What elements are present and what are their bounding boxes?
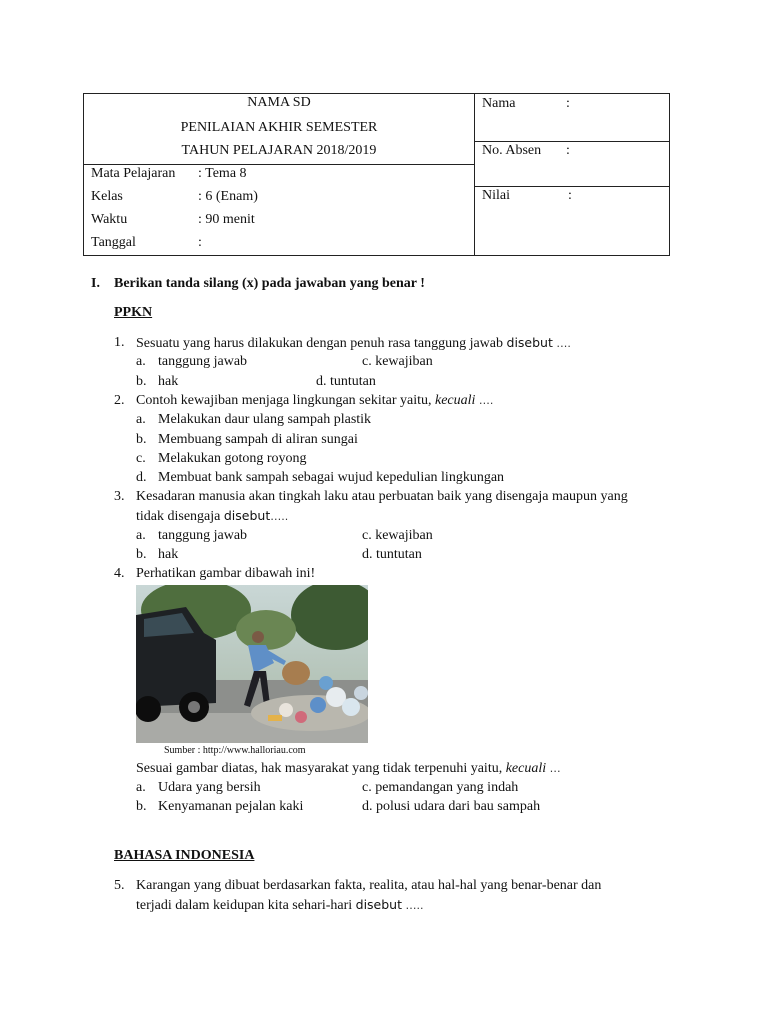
header-table <box>83 93 670 256</box>
exam-title: PENILAIAN AKHIR SEMESTER <box>180 120 378 135</box>
question-dots: …. <box>556 337 571 350</box>
question-text <box>136 335 571 352</box>
option-letter: a. <box>136 780 146 795</box>
question-text-main: terjadi dalam keidupan kita sehari-hari <box>136 898 353 913</box>
subject-title-ppkn: PPKN <box>114 305 153 320</box>
option-text: c. kewajiban <box>362 528 433 543</box>
info-value: : 90 menit <box>198 212 255 227</box>
question-text: Kesadaran manusia akan tingkah laku atau perbuatan baik yang disengaja maupun yang <box>136 489 628 504</box>
question-text-tail: disebut <box>223 508 271 523</box>
question-number: 2. <box>114 393 125 408</box>
option-letter: c. <box>136 451 146 466</box>
option-text: Kenyamanan pejalan kaki <box>158 799 304 814</box>
photo-illustration <box>136 585 368 743</box>
absen-colon: : <box>566 143 570 158</box>
question-number: 3. <box>114 489 125 504</box>
info-label: Kelas <box>91 189 123 204</box>
garbage-street-photo <box>136 585 368 743</box>
info-value: : Tema 8 <box>198 166 247 181</box>
option-text: Udara yang bersih <box>158 780 261 795</box>
question-text-tail: disebut <box>506 335 553 350</box>
table-divider <box>474 141 669 142</box>
option-letter: b. <box>136 799 147 814</box>
option-letter: a. <box>136 412 146 427</box>
option-letter: a. <box>136 528 146 543</box>
photo-caption: Sumber : http://www.halloriau.com <box>164 745 306 756</box>
question-text-tail: disebut <box>355 897 403 912</box>
option-text: c. kewajiban <box>362 354 433 369</box>
question-emphasis: kecuali <box>434 393 476 408</box>
option-letter: b. <box>136 432 147 447</box>
nilai-label: Nilai <box>482 188 510 203</box>
question-dots: …. <box>478 394 494 407</box>
question-text-cont <box>136 508 288 525</box>
option-letter: b. <box>136 374 147 389</box>
question-number: 5. <box>114 878 125 893</box>
table-divider <box>474 94 475 255</box>
section-number: I. <box>91 276 100 291</box>
option-text: d. polusi udara dari bau sampah <box>362 799 541 814</box>
question-text-main: tidak disengaja <box>136 509 221 524</box>
table-divider <box>474 186 669 187</box>
option-text: hak <box>158 547 179 562</box>
option-letter: b. <box>136 547 147 562</box>
option-text: d. tuntutan <box>362 547 422 562</box>
nilai-colon: : <box>568 188 572 203</box>
question-emphasis: kecuali <box>505 761 547 776</box>
question-text: Perhatikan gambar dibawah ini! <box>136 566 316 581</box>
info-value: : 6 (Enam) <box>198 189 258 204</box>
question-text-main: Sesuai gambar diatas, hak masyarakat yang tidak terpenuhi yaitu, <box>136 761 503 776</box>
info-label: Waktu <box>91 212 128 227</box>
info-label: Mata Pelajaran <box>91 166 176 181</box>
option-text: tanggung jawab <box>158 528 248 543</box>
table-divider <box>84 164 474 165</box>
option-letter: a. <box>136 354 146 369</box>
option-text: d. tuntutan <box>316 374 376 389</box>
question-number: 4. <box>114 566 125 581</box>
question-text-main: Contoh kewajiban menjaga lingkungan sekitar yaitu, <box>136 393 432 408</box>
question-prompt <box>136 761 561 777</box>
subject-title-bahasa: BAHASA INDONESIA <box>114 848 255 863</box>
question-number: 1. <box>114 335 125 350</box>
option-text: hak <box>158 374 179 389</box>
option-text: tanggung jawab <box>158 354 248 369</box>
question-text: Karangan yang dibuat berdasarkan fakta, realita, atau hal-hal yang benar-benar dan <box>136 878 602 893</box>
option-text: Melakukan gotong royong <box>158 451 307 466</box>
option-text: Membuat bank sampah sebagai wujud kepedulian lingkungan <box>158 470 505 485</box>
section-instruction: Berikan tanda silang (x) pada jawaban yang benar ! <box>114 276 425 291</box>
question-text <box>136 393 493 409</box>
question-dots: … <box>549 762 561 775</box>
absen-label: No. Absen <box>482 143 542 158</box>
name-label: Nama <box>482 96 516 111</box>
school-name: NAMA SD <box>247 95 311 110</box>
option-text: Membuang sampah di aliran sungai <box>158 432 358 447</box>
option-text: Melakukan daur ulang sampah plastik <box>158 412 372 427</box>
name-colon: : <box>566 96 570 111</box>
question-dots: ….. <box>270 510 289 523</box>
question-text-main: Sesuatu yang harus dilakukan dengan penuh rasa tanggung jawab <box>136 336 504 351</box>
question-text-cont <box>136 897 424 914</box>
info-value: : <box>198 235 202 250</box>
option-text: c. pemandangan yang indah <box>362 780 519 795</box>
option-letter: d. <box>136 470 147 485</box>
info-label: Tanggal <box>91 235 136 250</box>
school-year: TAHUN PELAJARAN 2018/2019 <box>181 143 377 158</box>
question-dots: ….. <box>405 899 424 912</box>
